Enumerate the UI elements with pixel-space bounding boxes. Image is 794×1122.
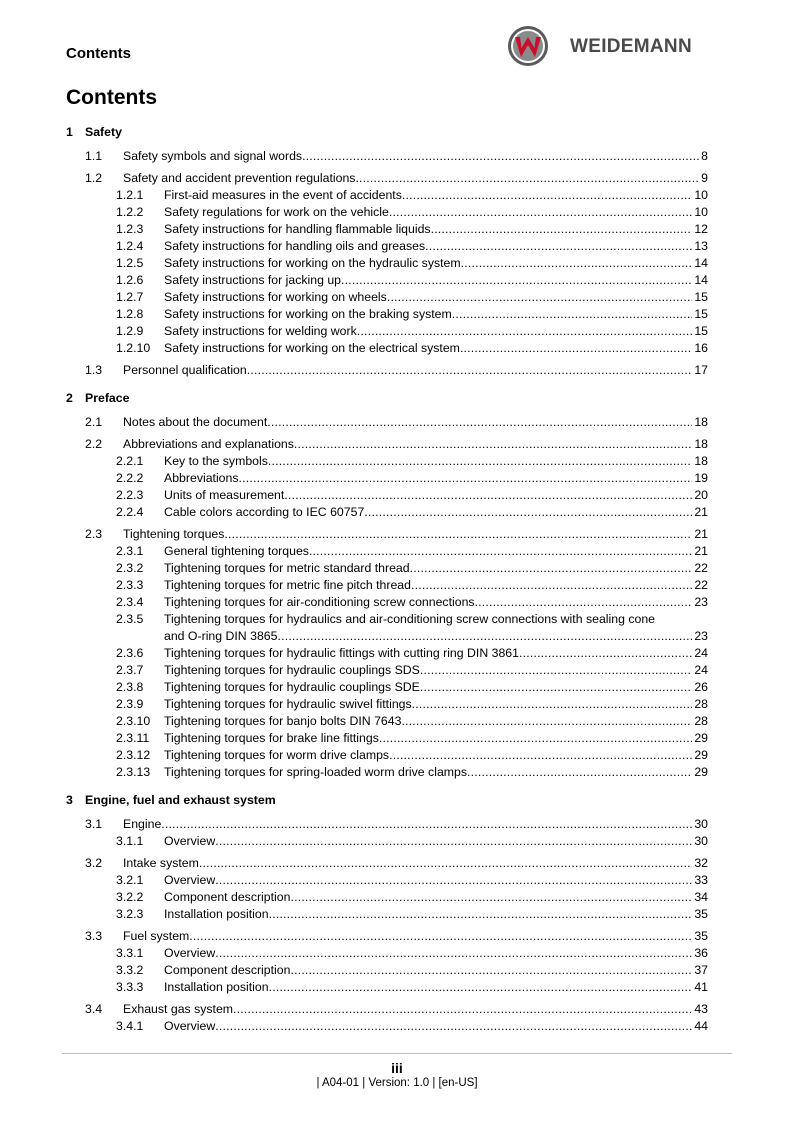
dot-leader <box>215 945 692 962</box>
subsection-title: Safety instructions for jacking up <box>164 273 342 287</box>
dot-leader <box>268 453 692 470</box>
subsection-title: Tightening torques for hydraulic couplings SDE <box>164 680 420 694</box>
toc-subsection-entry[interactable] <box>66 453 708 470</box>
toc-chapter-entry[interactable] <box>66 390 708 407</box>
chapter-title: Safety <box>85 125 122 139</box>
section-title: Notes about the document <box>123 415 268 429</box>
subsection-title: Tightening torques for air-conditioning screw connections <box>164 595 475 609</box>
subsection-number: 3.2.2 <box>116 890 144 904</box>
dot-leader <box>302 148 699 165</box>
toc-subsection-entry[interactable] <box>66 696 708 713</box>
subsection-page: 26 <box>694 680 708 694</box>
weidemann-emblem-icon <box>506 24 550 68</box>
dot-leader <box>411 577 692 594</box>
dot-leader <box>215 872 692 889</box>
subsection-number: 1.2.2 <box>116 205 144 219</box>
dot-leader <box>364 504 692 521</box>
dot-leader <box>389 747 692 764</box>
subsection-title: First-aid measures in the event of accidents <box>164 188 402 202</box>
toc-subsection-entry[interactable] <box>66 730 708 747</box>
section-page: 18 <box>694 415 708 429</box>
subsection-page: 22 <box>694 578 708 592</box>
subsection-page: 18 <box>694 454 708 468</box>
dot-leader <box>224 526 692 543</box>
subsection-title: Installation position <box>164 980 269 994</box>
subsection-number: 2.3.13 <box>116 765 151 779</box>
subsection-number: 2.3.8 <box>116 680 144 694</box>
toc-section-entry[interactable] <box>66 816 708 833</box>
toc-subsection-entry[interactable] <box>66 340 708 357</box>
subsection-title: Safety regulations for work on the vehicle <box>164 205 389 219</box>
section-number: 2.2 <box>85 437 103 451</box>
subsection-number: 2.2.4 <box>116 505 144 519</box>
subsection-page: 28 <box>694 697 708 711</box>
subsection-number: 2.3.11 <box>116 731 150 745</box>
subsection-number: 1.2.7 <box>116 290 144 304</box>
subsection-number: 1.2.3 <box>116 222 144 236</box>
weidemann-logo <box>506 26 722 66</box>
dot-leader <box>215 1018 692 1035</box>
section-title: Personnel qualification <box>123 363 247 377</box>
toc-chapter-entry[interactable] <box>66 124 708 141</box>
toc-subsection-entry[interactable] <box>66 470 708 487</box>
chapter-number: 1 <box>66 125 73 139</box>
chapter-title: Preface <box>85 391 130 405</box>
subsection-title: Tightening torques for banjo bolts DIN 7643 <box>164 714 402 728</box>
subsection-title: Safety instructions for working on the braking system <box>164 307 452 321</box>
section-number: 2.1 <box>85 415 103 429</box>
dot-leader <box>420 662 692 679</box>
subsection-page: 15 <box>694 307 708 321</box>
toc-subsection-entry[interactable] <box>66 323 708 340</box>
subsection-title: Key to the symbols <box>164 454 268 468</box>
toc-subsection-entry[interactable] <box>66 764 708 781</box>
dot-leader <box>519 645 692 662</box>
dot-leader <box>239 470 693 487</box>
subsection-page: 29 <box>694 731 708 745</box>
subsection-page: 14 <box>694 256 708 270</box>
subsection-title: Overview <box>164 946 216 960</box>
subsection-title: Tightening torques for brake line fittings <box>164 731 379 745</box>
subsection-title: Abbreviations <box>164 471 239 485</box>
subsection-title: Installation position <box>164 907 269 921</box>
toc-section-entry[interactable] <box>66 414 708 431</box>
subsection-title: Tightening torques for hydraulics and air-conditioning screw connections with sealing cone <box>164 612 656 626</box>
section-number: 1.1 <box>85 149 103 163</box>
section-page: 43 <box>694 1002 708 1016</box>
subsection-title: Safety instructions for working on the hydraulic system <box>164 256 461 270</box>
subsection-title: Safety instructions for working on the electrical system <box>164 341 460 355</box>
subsection-number: 2.2.3 <box>116 488 144 502</box>
toc-subsection-entry[interactable] <box>66 1018 708 1035</box>
dot-leader <box>467 764 692 781</box>
dot-leader <box>189 928 692 945</box>
page-title: Contents <box>66 86 157 109</box>
toc-subsection-entry[interactable] <box>66 872 708 889</box>
subsection-page: 41 <box>694 980 708 994</box>
dot-leader <box>247 362 693 379</box>
subsection-number: 3.2.3 <box>116 907 144 921</box>
subsection-page: 21 <box>694 505 708 519</box>
section-title: Intake system <box>123 856 199 870</box>
toc-subsection-entry[interactable] <box>66 504 708 521</box>
toc-subsection-entry[interactable] <box>66 962 708 979</box>
subsection-number: 2.2.1 <box>116 454 144 468</box>
subsection-number: 2.3.12 <box>116 748 151 762</box>
chapter-title: Engine, fuel and exhaust system <box>85 793 276 807</box>
subsection-title: Safety instructions for handling flammable liquids <box>164 222 431 236</box>
subsection-number: 1.2.8 <box>116 307 144 321</box>
section-title: Abbreviations and explanations <box>123 437 294 451</box>
dot-leader <box>379 730 692 747</box>
dot-leader <box>215 833 692 850</box>
toc-subsection-entry[interactable] <box>66 645 708 662</box>
subsection-number: 3.3.2 <box>116 963 144 977</box>
subsection-number: 1.2.1 <box>116 188 144 202</box>
subsection-page: 35 <box>694 907 708 921</box>
dot-leader <box>269 906 693 923</box>
toc-subsection-entry[interactable] <box>66 906 708 923</box>
subsection-title: Tightening torques for spring-loaded worm drive clamps <box>164 765 468 779</box>
section-title: Safety symbols and signal words <box>123 149 303 163</box>
dot-leader <box>341 272 692 289</box>
dot-leader <box>290 889 692 906</box>
table-of-contents <box>66 124 708 1035</box>
subsection-page: 15 <box>694 324 708 338</box>
subsection-page: 33 <box>694 873 708 887</box>
section-title: Engine <box>123 817 162 831</box>
subsection-title: Safety instructions for working on wheels <box>164 290 387 304</box>
section-number: 1.3 <box>85 363 103 377</box>
dot-leader <box>402 187 692 204</box>
subsection-title: Component description <box>164 963 291 977</box>
toc-subsection-entry[interactable] <box>66 272 708 289</box>
toc-subsection-entry[interactable] <box>66 560 708 577</box>
dot-leader <box>420 679 692 696</box>
subsection-page: 36 <box>694 946 708 960</box>
toc-subsection-entry[interactable] <box>66 679 708 696</box>
section-number: 3.2 <box>85 856 103 870</box>
subsection-title: Tightening torques for metric fine pitch thread <box>164 578 411 592</box>
dot-leader <box>294 436 692 453</box>
subsection-page: 23 <box>694 629 708 643</box>
subsection-page: 13 <box>694 239 708 253</box>
subsection-title: Tightening torques for worm drive clamps <box>164 748 390 762</box>
subsection-number: 2.3.2 <box>116 561 144 575</box>
subsection-number: 3.1.1 <box>116 834 144 848</box>
toc-section-entry[interactable] <box>66 928 708 945</box>
dot-leader <box>269 979 693 996</box>
toc-subsection-continuation[interactable] <box>66 628 708 645</box>
subsection-number: 2.3.9 <box>116 697 144 711</box>
toc-subsection-entry[interactable] <box>66 487 708 504</box>
dot-leader <box>389 204 692 221</box>
toc-subsection-entry[interactable] <box>66 594 708 611</box>
dot-leader <box>290 962 692 979</box>
subsection-number: 2.3.7 <box>116 663 144 677</box>
section-number: 3.1 <box>85 817 103 831</box>
subsection-page: 29 <box>694 765 708 779</box>
subsection-title: Safety instructions for welding work <box>164 324 357 338</box>
toc-subsection-entry[interactable] <box>66 747 708 764</box>
subsection-number: 2.3.5 <box>116 612 144 626</box>
toc-subsection-entry[interactable] <box>66 187 708 204</box>
subsection-page: 15 <box>694 290 708 304</box>
dot-leader <box>357 323 693 340</box>
subsection-title: Overview <box>164 834 216 848</box>
section-title: Fuel system <box>123 929 190 943</box>
dot-leader <box>277 628 692 645</box>
subsection-page: 34 <box>694 890 708 904</box>
dot-leader <box>233 1001 692 1018</box>
subsection-page: 29 <box>694 748 708 762</box>
subsection-title: Safety instructions for handling oils and greases <box>164 239 426 253</box>
section-number: 2.3 <box>85 527 103 541</box>
subsection-page: 23 <box>694 595 708 609</box>
subsection-page: 44 <box>694 1019 708 1033</box>
section-page: 30 <box>694 817 708 831</box>
subsection-page: 14 <box>694 273 708 287</box>
toc-section-entry[interactable] <box>66 362 708 379</box>
section-title: Safety and accident prevention regulations <box>123 171 356 185</box>
subsection-title: Overview <box>164 873 216 887</box>
dot-leader <box>309 543 692 560</box>
toc-subsection-entry[interactable] <box>66 945 708 962</box>
subsection-number: 1.2.5 <box>116 256 144 270</box>
chapter-number: 3 <box>66 793 73 807</box>
subsection-page: 10 <box>694 205 708 219</box>
subsection-title: Tightening torques for hydraulic couplings SDS <box>164 663 420 677</box>
dot-leader <box>461 255 693 272</box>
toc-section-entry[interactable] <box>66 436 708 453</box>
dot-leader <box>267 414 692 431</box>
document-version: | A04-01 | Version: 1.0 | [en-US] <box>316 1077 478 1089</box>
section-title: Tightening torques <box>123 527 225 541</box>
dot-leader <box>284 487 692 504</box>
brand-name: WEIDEMANN <box>570 36 692 57</box>
toc-section-entry[interactable] <box>66 170 708 187</box>
section-page: 35 <box>694 929 708 943</box>
dot-leader <box>475 594 693 611</box>
subsection-title: Tightening torques for hydraulic fittings with cutting ring DIN 3861 <box>164 646 519 660</box>
subsection-number: 3.3.1 <box>116 946 144 960</box>
toc-section-entry[interactable] <box>66 526 708 543</box>
subsection-number: 2.3.3 <box>116 578 144 592</box>
subsection-title: Tightening torques for hydraulic swivel fittings <box>164 697 412 711</box>
section-page: 32 <box>694 856 708 870</box>
section-number: 3.4 <box>85 1002 103 1016</box>
running-header-title: Contents <box>66 45 131 62</box>
page-number: iii <box>391 1060 403 1076</box>
subsection-page: 20 <box>694 488 708 502</box>
subsection-title: Units of measurement <box>164 488 285 502</box>
chapter-number: 2 <box>66 391 73 405</box>
subsection-number: 2.3.6 <box>116 646 144 660</box>
subsection-number: 1.2.6 <box>116 273 144 287</box>
subsection-title: Cable colors according to IEC 60757 <box>164 505 365 519</box>
subsection-title: Overview <box>164 1019 216 1033</box>
subsection-number: 3.3.3 <box>116 980 144 994</box>
subsection-page: 19 <box>694 471 708 485</box>
subsection-page: 24 <box>694 663 708 677</box>
subsection-page: 12 <box>694 222 708 236</box>
subsection-number: 2.2.2 <box>116 471 144 485</box>
section-number: 3.3 <box>85 929 103 943</box>
subsection-page: 24 <box>694 646 708 660</box>
toc-subsection-entry[interactable] <box>66 306 708 323</box>
section-page: 9 <box>701 171 708 185</box>
subsection-page: 22 <box>694 561 708 575</box>
dot-leader <box>412 696 693 713</box>
toc-subsection-entry[interactable] <box>66 713 708 730</box>
toc-chapter-entry[interactable] <box>66 792 708 809</box>
subsection-title-continued: and O-ring DIN 3865 <box>164 629 278 643</box>
toc-section-entry[interactable] <box>66 1001 708 1018</box>
toc-section-entry[interactable] <box>66 148 708 165</box>
subsection-number: 1.2.10 <box>116 341 151 355</box>
subsection-number: 1.2.9 <box>116 324 144 338</box>
subsection-page: 10 <box>694 188 708 202</box>
toc-section-entry[interactable] <box>66 855 708 872</box>
toc-subsection-entry[interactable] <box>66 611 708 628</box>
dot-leader <box>452 306 693 323</box>
toc-subsection-entry[interactable] <box>66 662 708 679</box>
subsection-title: Tightening torques for metric standard thread <box>164 561 410 575</box>
toc-subsection-entry[interactable] <box>66 238 708 255</box>
subsection-number: 2.3.1 <box>116 544 144 558</box>
toc-subsection-entry[interactable] <box>66 543 708 560</box>
dot-leader <box>199 855 692 872</box>
section-page: 8 <box>701 149 708 163</box>
toc-subsection-entry[interactable] <box>66 221 708 238</box>
subsection-title: General tightening torques <box>164 544 309 558</box>
dot-leader <box>355 170 699 187</box>
section-title: Exhaust gas system <box>123 1002 234 1016</box>
toc-subsection-entry[interactable] <box>66 577 708 594</box>
toc-subsection-entry[interactable] <box>66 204 708 221</box>
toc-subsection-entry[interactable] <box>66 255 708 272</box>
toc-subsection-entry[interactable] <box>66 833 708 850</box>
subsection-number: 1.2.4 <box>116 239 144 253</box>
toc-subsection-entry[interactable] <box>66 979 708 996</box>
toc-subsection-entry[interactable] <box>66 889 708 906</box>
dot-leader <box>425 238 692 255</box>
section-page: 21 <box>694 527 708 541</box>
section-page: 17 <box>694 363 708 377</box>
toc-subsection-entry[interactable] <box>66 289 708 306</box>
section-page: 18 <box>694 437 708 451</box>
dot-leader <box>431 221 693 238</box>
footer-divider <box>62 1053 732 1054</box>
subsection-number: 3.4.1 <box>116 1019 144 1033</box>
dot-leader <box>161 816 692 833</box>
subsection-number: 3.2.1 <box>116 873 144 887</box>
subsection-page: 37 <box>694 963 708 977</box>
subsection-number: 2.3.4 <box>116 595 144 609</box>
subsection-title: Component description <box>164 890 291 904</box>
dot-leader <box>387 289 692 306</box>
section-number: 1.2 <box>85 171 103 185</box>
subsection-page: 16 <box>694 341 708 355</box>
dot-leader <box>460 340 692 357</box>
subsection-page: 30 <box>694 834 708 848</box>
subsection-number: 2.3.10 <box>116 714 151 728</box>
dot-leader <box>410 560 693 577</box>
dot-leader <box>401 713 692 730</box>
subsection-page: 21 <box>694 544 708 558</box>
subsection-page: 28 <box>694 714 708 728</box>
